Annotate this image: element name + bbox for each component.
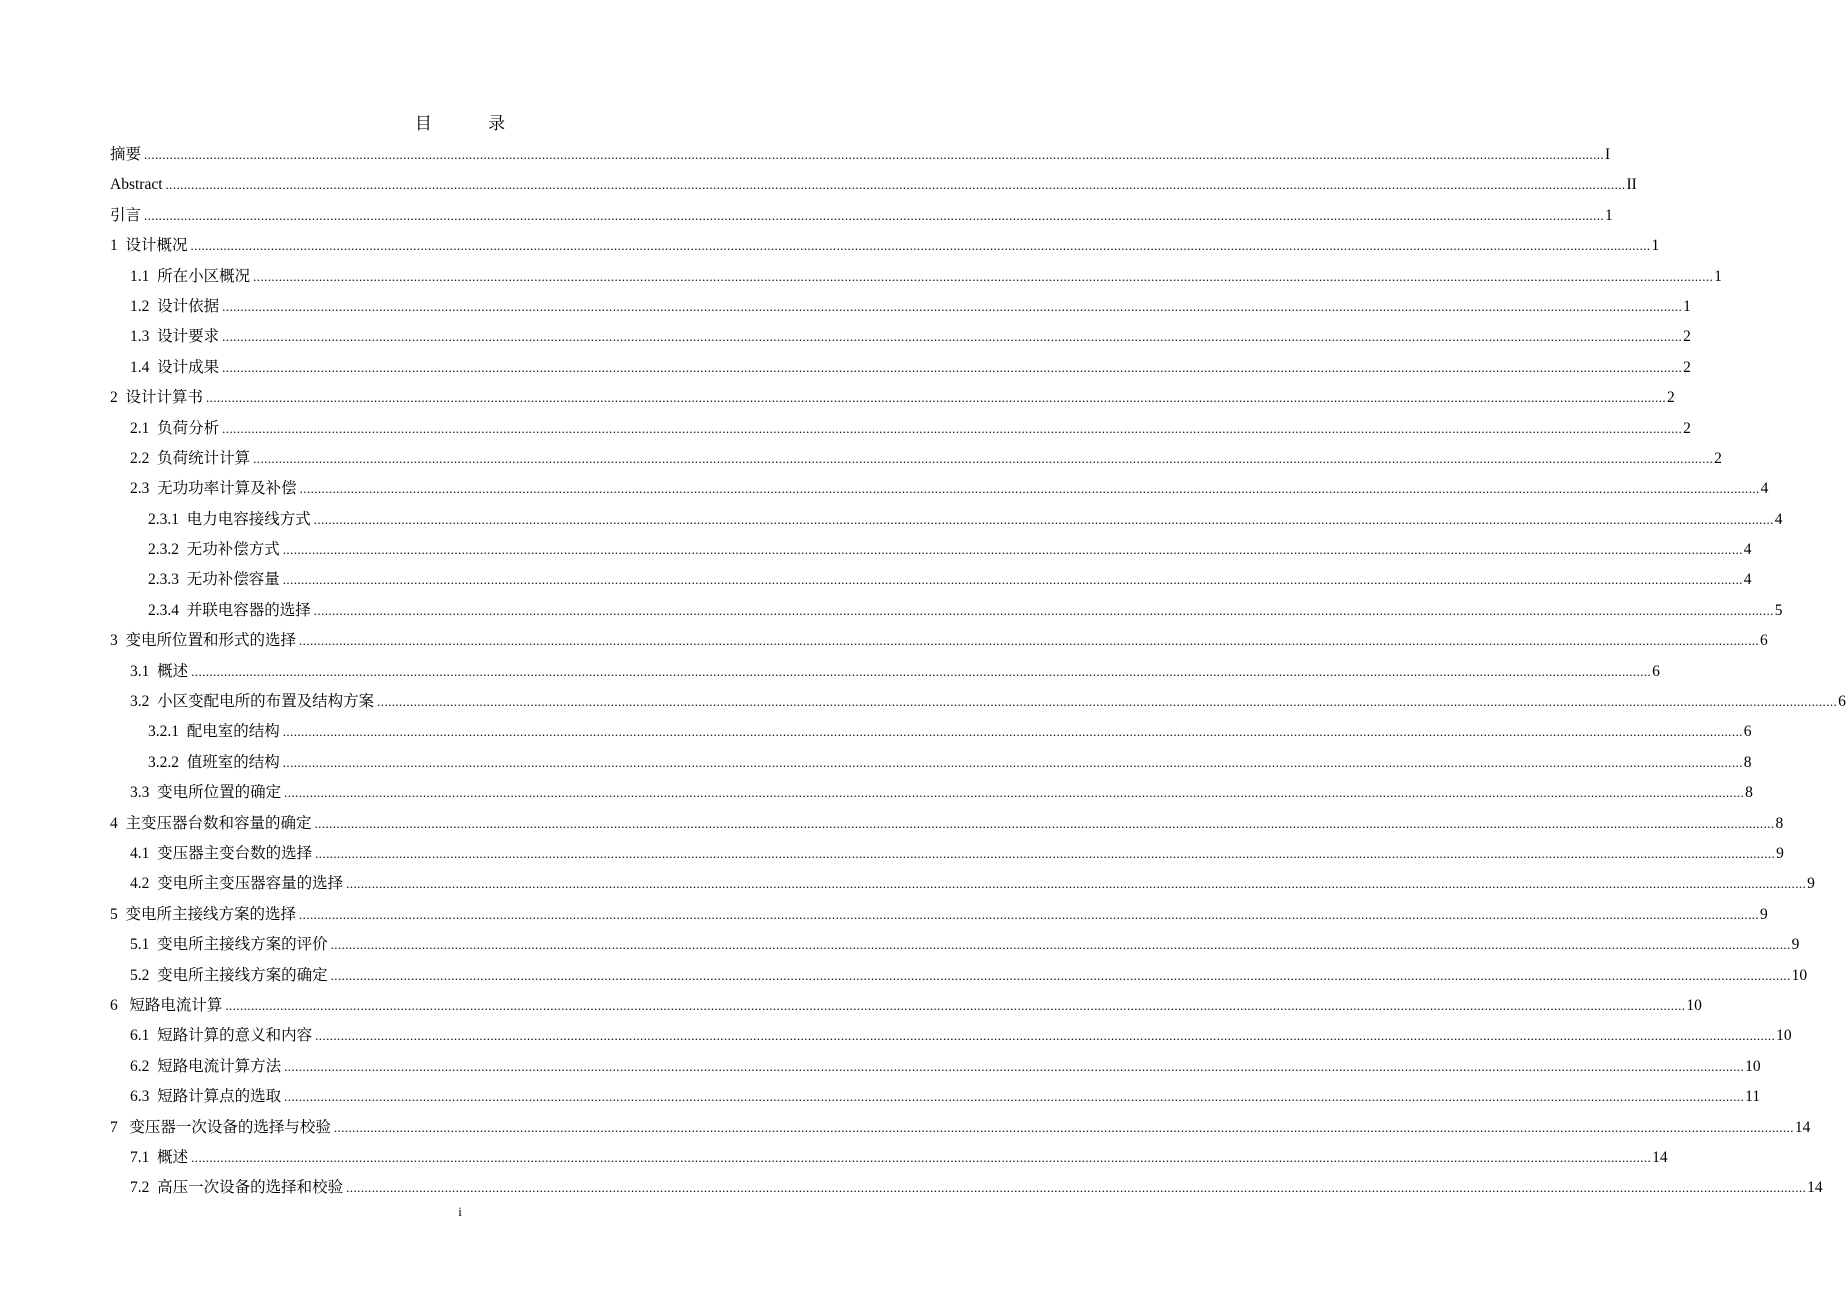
toc-entry-number: 7.1	[130, 1148, 150, 1166]
toc-entry-page: I	[1605, 146, 1611, 163]
toc-entry-title: Abstract	[110, 176, 163, 194]
toc-entry-title: 变电所位置的确定	[157, 784, 282, 802]
toc-entry-title: 引言	[110, 206, 142, 224]
toc-entry-page: 14	[1652, 1148, 1668, 1166]
toc-entry-number: 1.3	[130, 328, 150, 346]
toc-entry-gap	[179, 717, 187, 747]
toc-entry-title: 电力电容接线方式	[186, 510, 311, 528]
toc-entry[interactable]	[110, 170, 1637, 200]
toc-dot-leader: ................................................................................................................................................................................................................................................................................................................................................................................................................	[282, 542, 1743, 558]
toc-entry-gap	[149, 353, 157, 383]
toc-dot-leader: ................................................................................................................................................................................................................................................................................................................................................................................................................	[191, 1149, 1652, 1165]
toc-entry-page: 10	[1686, 996, 1702, 1014]
toc-entry[interactable]	[110, 1113, 1811, 1143]
toc-entry-page: 2	[1683, 419, 1691, 437]
toc-entry-gap	[149, 778, 157, 808]
toc-entry-title: 变压器一次设备的选择与校验	[129, 1118, 331, 1136]
toc-entry-page: 5	[1774, 601, 1783, 619]
toc-entry-gap	[149, 687, 157, 717]
toc-entry-page: 9	[1760, 905, 1768, 923]
toc-entry-page: 2	[1683, 358, 1691, 376]
toc-entry-title: 变电所主接线方案的评价	[157, 936, 328, 954]
toc-dot-leader: ................................................................................................................................................................................................................................................................................................................................................................................................................	[315, 1028, 1776, 1044]
toc-dot-leader: ................................................................................................................................................................................................................................................................................................................................................................................................................	[346, 1180, 1807, 1196]
toc-dot-leader: ................................................................................................................................................................................................................................................................................................................................................................................................................	[346, 876, 1807, 892]
toc-dot-leader: ................................................................................................................................................................................................................................................................................................................................................................................................................	[144, 207, 1605, 223]
toc-entry-number: 1.2	[130, 297, 150, 315]
toc-dot-leader: ................................................................................................................................................................................................................................................................................................................................................................................................................	[222, 298, 1683, 314]
toc-entry[interactable]	[110, 900, 1768, 930]
toc-entry-number: 7	[110, 1118, 118, 1136]
toc-entry-number: 7.2	[130, 1179, 150, 1197]
toc-entry[interactable]	[110, 930, 1800, 960]
toc-entry-title: 主变压器台数和容量的确定	[125, 814, 312, 832]
toc-entry-page: 8	[1743, 753, 1752, 771]
toc-entry-page: 4	[1760, 480, 1769, 498]
toc-entry-page: 4	[1774, 510, 1783, 528]
toc-entry[interactable]	[110, 414, 1691, 444]
toc-entry-gap	[118, 991, 130, 1021]
toc-entry-title: 变电所位置和形式的选择	[125, 632, 297, 650]
toc-dot-leader: ................................................................................................................................................................................................................................................................................................................................................................................................................	[222, 359, 1683, 375]
toc-entry-gap	[149, 262, 157, 292]
toc-dot-leader: ................................................................................................................................................................................................................................................................................................................................................................................................................	[333, 1119, 1794, 1135]
toc-entry-page: 2	[1683, 328, 1691, 346]
toc-entry-gap	[149, 961, 157, 991]
toc-entry-page: 6	[1760, 632, 1768, 650]
toc-entry-gap	[149, 930, 157, 960]
toc-entry[interactable]	[110, 1052, 1761, 1082]
toc-list	[110, 140, 1846, 1204]
toc-dot-leader: ................................................................................................................................................................................................................................................................................................................................................................................................................	[284, 785, 1745, 801]
toc-dot-leader: ................................................................................................................................................................................................................................................................................................................................................................................................................	[282, 724, 1743, 740]
toc-entry-gap	[118, 383, 126, 413]
toc-entry-number: 2.3.1	[148, 510, 179, 528]
toc-entry-page: 9	[1776, 844, 1784, 862]
toc-entry-gap	[149, 474, 157, 504]
toc-entry-title: 高压一次设备的选择和校验	[157, 1179, 344, 1197]
toc-entry-gap	[149, 322, 157, 352]
toc-dot-leader: ................................................................................................................................................................................................................................................................................................................................................................................................................	[314, 815, 1775, 831]
toc-entry[interactable]	[110, 201, 1613, 231]
toc-entry-title: 设计依据	[157, 297, 220, 315]
toc-entry-gap	[149, 1143, 157, 1173]
toc-entry-page: 11	[1745, 1088, 1761, 1106]
toc-entry-page: 6	[1743, 723, 1752, 741]
toc-entry-number: 4	[110, 814, 118, 832]
toc-entry-gap	[179, 535, 187, 565]
page-number: i	[458, 1204, 462, 1219]
toc-entry-title: 并联电容器的选择	[186, 601, 311, 619]
toc-entry-gap	[118, 626, 126, 656]
toc-entry-gap	[149, 1173, 157, 1203]
toc-entry[interactable]	[110, 687, 1846, 717]
toc-entry[interactable]	[110, 991, 1702, 1021]
toc-entry-gap	[118, 1113, 130, 1143]
toc-entry-page: 1	[1683, 297, 1691, 315]
toc-entry-page: 9	[1807, 875, 1815, 893]
toc-dot-leader: ................................................................................................................................................................................................................................................................................................................................................................................................................	[330, 937, 1791, 953]
toc-dot-leader: ................................................................................................................................................................................................................................................................................................................................................................................................................	[222, 420, 1683, 436]
toc-entry-number: 3.2.2	[148, 753, 179, 771]
toc-entry-gap	[149, 292, 157, 322]
toc-entry[interactable]	[110, 961, 1808, 991]
toc-entry-gap	[149, 1021, 157, 1051]
toc-entry-page: 8	[1745, 784, 1753, 802]
toc-entry-gap	[179, 505, 187, 535]
toc-entry-number: 6.1	[130, 1027, 150, 1045]
toc-entry[interactable]	[110, 869, 1815, 899]
toc-entry-title: 值班室的结构	[186, 753, 280, 771]
toc-entry-number: 2	[110, 389, 118, 407]
toc-entry-gap	[179, 748, 187, 778]
toc-title: 目 录	[414, 114, 532, 133]
toc-dot-leader: ................................................................................................................................................................................................................................................................................................................................................................................................................	[330, 967, 1791, 983]
toc-entry[interactable]	[110, 839, 1784, 869]
toc-entry-title: 短路电流计算方法	[157, 1057, 282, 1075]
toc-entry-page: 14	[1807, 1179, 1823, 1197]
toc-entry-number: 4.2	[130, 875, 150, 893]
toc-entry[interactable]	[110, 596, 1783, 626]
toc-entry-title: 负荷统计计算	[157, 449, 251, 467]
toc-entry-page: 6	[1838, 693, 1846, 711]
toc-entry-title: 短路电流计算	[129, 996, 223, 1014]
toc-entry-number: 1.4	[130, 358, 150, 376]
toc-entry-title: 变压器主变台数的选择	[157, 844, 313, 862]
toc-entry-page: 4	[1743, 541, 1752, 559]
toc-entry[interactable]	[110, 262, 1722, 292]
toc-entry-number: 6	[110, 996, 118, 1014]
toc-entry-title: 负荷分析	[157, 419, 220, 437]
toc-entry-title: 概述	[157, 662, 189, 680]
toc-dot-leader: ................................................................................................................................................................................................................................................................................................................................................................................................................	[222, 329, 1683, 345]
toc-entry-number: 5.2	[130, 966, 150, 984]
toc-entry-title: 无功功率计算及补偿	[157, 480, 297, 498]
toc-entry-gap	[179, 565, 187, 595]
toc-entry-number: 3.2	[130, 693, 150, 711]
toc-entry-number: 5	[110, 905, 118, 923]
toc-entry[interactable]	[110, 535, 1752, 565]
toc-entry[interactable]	[110, 353, 1691, 383]
toc-dot-leader: ................................................................................................................................................................................................................................................................................................................................................................................................................	[313, 602, 1774, 618]
toc-entry-number: 1	[110, 237, 118, 255]
toc-entry-number: 2.1	[130, 419, 150, 437]
toc-entry-title: 设计成果	[157, 358, 220, 376]
toc-dot-leader: ................................................................................................................................................................................................................................................................................................................................................................................................................	[315, 845, 1776, 861]
toc-entry-page: 10	[1776, 1027, 1792, 1045]
toc-dot-leader: ................................................................................................................................................................................................................................................................................................................................................................................................................	[206, 390, 1667, 406]
toc-entry-title: 设计概况	[125, 237, 188, 255]
toc-entry-title: 无功补偿容量	[186, 571, 280, 589]
toc-entry-number: 3.2.1	[148, 723, 179, 741]
toc-dot-leader: ................................................................................................................................................................................................................................................................................................................................................................................................................	[299, 906, 1760, 922]
toc-entry-number: 2.3.3	[148, 571, 179, 589]
toc-entry-page: 2	[1714, 449, 1722, 467]
toc-dot-leader: ................................................................................................................................................................................................................................................................................................................................................................................................................	[144, 147, 1605, 162]
toc-entry-gap	[149, 657, 157, 687]
toc-entry[interactable]	[110, 292, 1691, 322]
toc-entry[interactable]	[110, 383, 1675, 413]
toc-entry-page: 10	[1745, 1057, 1761, 1075]
toc-entry-page: 1	[1714, 267, 1722, 285]
toc-dot-leader: ................................................................................................................................................................................................................................................................................................................................................................................................................	[299, 481, 1760, 497]
toc-dot-leader: ................................................................................................................................................................................................................................................................................................................................................................................................................	[253, 450, 1714, 466]
toc-dot-leader: ................................................................................................................................................................................................................................................................................................................................................................................................................	[253, 268, 1714, 284]
toc-dot-leader: ................................................................................................................................................................................................................................................................................................................................................................................................................	[284, 1058, 1745, 1074]
toc-entry-number: 3.3	[130, 784, 150, 802]
toc-entry-gap	[179, 596, 187, 626]
toc-entry-title: 无功补偿方式	[186, 541, 280, 559]
toc-entry[interactable]	[110, 1143, 1668, 1173]
toc-entry[interactable]	[110, 1173, 1823, 1203]
toc-entry[interactable]	[110, 657, 1660, 687]
toc-entry-title: 概述	[157, 1148, 189, 1166]
toc-dot-leader: ................................................................................................................................................................................................................................................................................................................................................................................................................	[284, 1089, 1745, 1105]
toc-entry-gap	[149, 414, 157, 444]
toc-entry-gap	[149, 1082, 157, 1112]
toc-entry[interactable]	[110, 1021, 1792, 1051]
toc-entry-number: 3	[110, 632, 118, 650]
toc-entry-number: 2.3	[130, 480, 150, 498]
toc-entry-page: II	[1626, 176, 1637, 194]
toc-entry-page: 2	[1667, 389, 1675, 407]
toc-entry-title: 设计计算书	[125, 389, 204, 407]
toc-entry-page: 8	[1775, 814, 1784, 832]
toc-entry[interactable]	[110, 140, 1611, 170]
toc-entry[interactable]	[110, 717, 1752, 747]
toc-entry-number: 2.3.4	[148, 601, 179, 619]
toc-entry-title: 所在小区概况	[157, 267, 251, 285]
toc-entry-title: 短路计算点的选取	[157, 1088, 282, 1106]
toc-entry[interactable]	[110, 444, 1722, 474]
toc-entry[interactable]	[110, 322, 1691, 352]
toc-entry-number: 2.2	[130, 449, 150, 467]
toc-entry-title: 短路计算的意义和内容	[157, 1027, 313, 1045]
toc-entry-page: 9	[1791, 936, 1800, 954]
toc-entry[interactable]	[110, 565, 1752, 595]
toc-dot-leader: ................................................................................................................................................................................................................................................................................................................................................................................................................	[282, 754, 1743, 770]
toc-entry-title: 摘要	[110, 146, 142, 163]
toc-entry[interactable]	[110, 748, 1752, 778]
toc-dot-leader: ................................................................................................................................................................................................................................................................................................................................................................................................................	[299, 633, 1760, 649]
toc-entry-number: 6.2	[130, 1057, 150, 1075]
toc-entry-number: 4.1	[130, 844, 150, 862]
toc-entry[interactable]	[110, 626, 1768, 656]
toc-dot-leader: ................................................................................................................................................................................................................................................................................................................................................................................................................	[191, 663, 1652, 679]
toc-entry-number: 1.1	[130, 267, 150, 285]
toc-entry[interactable]	[110, 809, 1784, 839]
toc-entry[interactable]	[110, 231, 1660, 261]
toc-entry-gap	[118, 809, 126, 839]
toc-entry-page: 10	[1791, 966, 1808, 984]
toc-entry-page: 14	[1794, 1118, 1811, 1136]
toc-entry[interactable]	[110, 778, 1753, 808]
toc-entry-page: 6	[1652, 662, 1660, 680]
toc-entry-number: 3.1	[130, 662, 150, 680]
toc-entry-title: 变电所主接线方案的确定	[157, 966, 328, 984]
toc-entry-number: 2.3.2	[148, 541, 179, 559]
toc-entry-title: 配电室的结构	[186, 723, 280, 741]
toc-entry-page: 1	[1651, 237, 1660, 255]
toc-entry-gap	[118, 900, 126, 930]
toc-entry[interactable]	[110, 505, 1783, 535]
toc-entry[interactable]	[110, 1082, 1761, 1112]
toc-dot-leader: ................................................................................................................................................................................................................................................................................................................................................................................................................	[313, 511, 1774, 527]
toc-entry-title: 变电所主接线方案的选择	[125, 905, 297, 923]
toc-entry-number: 5.1	[130, 936, 150, 954]
toc-dot-leader: ................................................................................................................................................................................................................................................................................................................................................................................................................	[377, 694, 1838, 710]
toc-entry-gap	[149, 839, 157, 869]
toc-entry-gap	[118, 231, 126, 261]
toc-entry-title: 小区变配电所的布置及结构方案	[157, 693, 375, 711]
toc-entry-gap	[149, 1052, 157, 1082]
toc-entry-title: 设计要求	[157, 328, 220, 346]
toc-entry-page: 1	[1605, 206, 1613, 224]
toc-entry-gap	[149, 444, 157, 474]
toc-dot-leader: ................................................................................................................................................................................................................................................................................................................................................................................................................	[165, 177, 1626, 193]
toc-dot-leader: ................................................................................................................................................................................................................................................................................................................................................................................................................	[282, 572, 1743, 588]
toc-entry-page: 4	[1743, 571, 1752, 589]
toc-entry-number: 6.3	[130, 1088, 150, 1106]
toc-dot-leader: ................................................................................................................................................................................................................................................................................................................................................................................................................	[225, 997, 1686, 1013]
toc-entry-gap	[149, 869, 157, 899]
toc-entry[interactable]	[110, 474, 1769, 504]
toc-entry-title: 变电所主变压器容量的选择	[157, 875, 344, 893]
toc-dot-leader: ................................................................................................................................................................................................................................................................................................................................................................................................................	[190, 238, 1651, 254]
